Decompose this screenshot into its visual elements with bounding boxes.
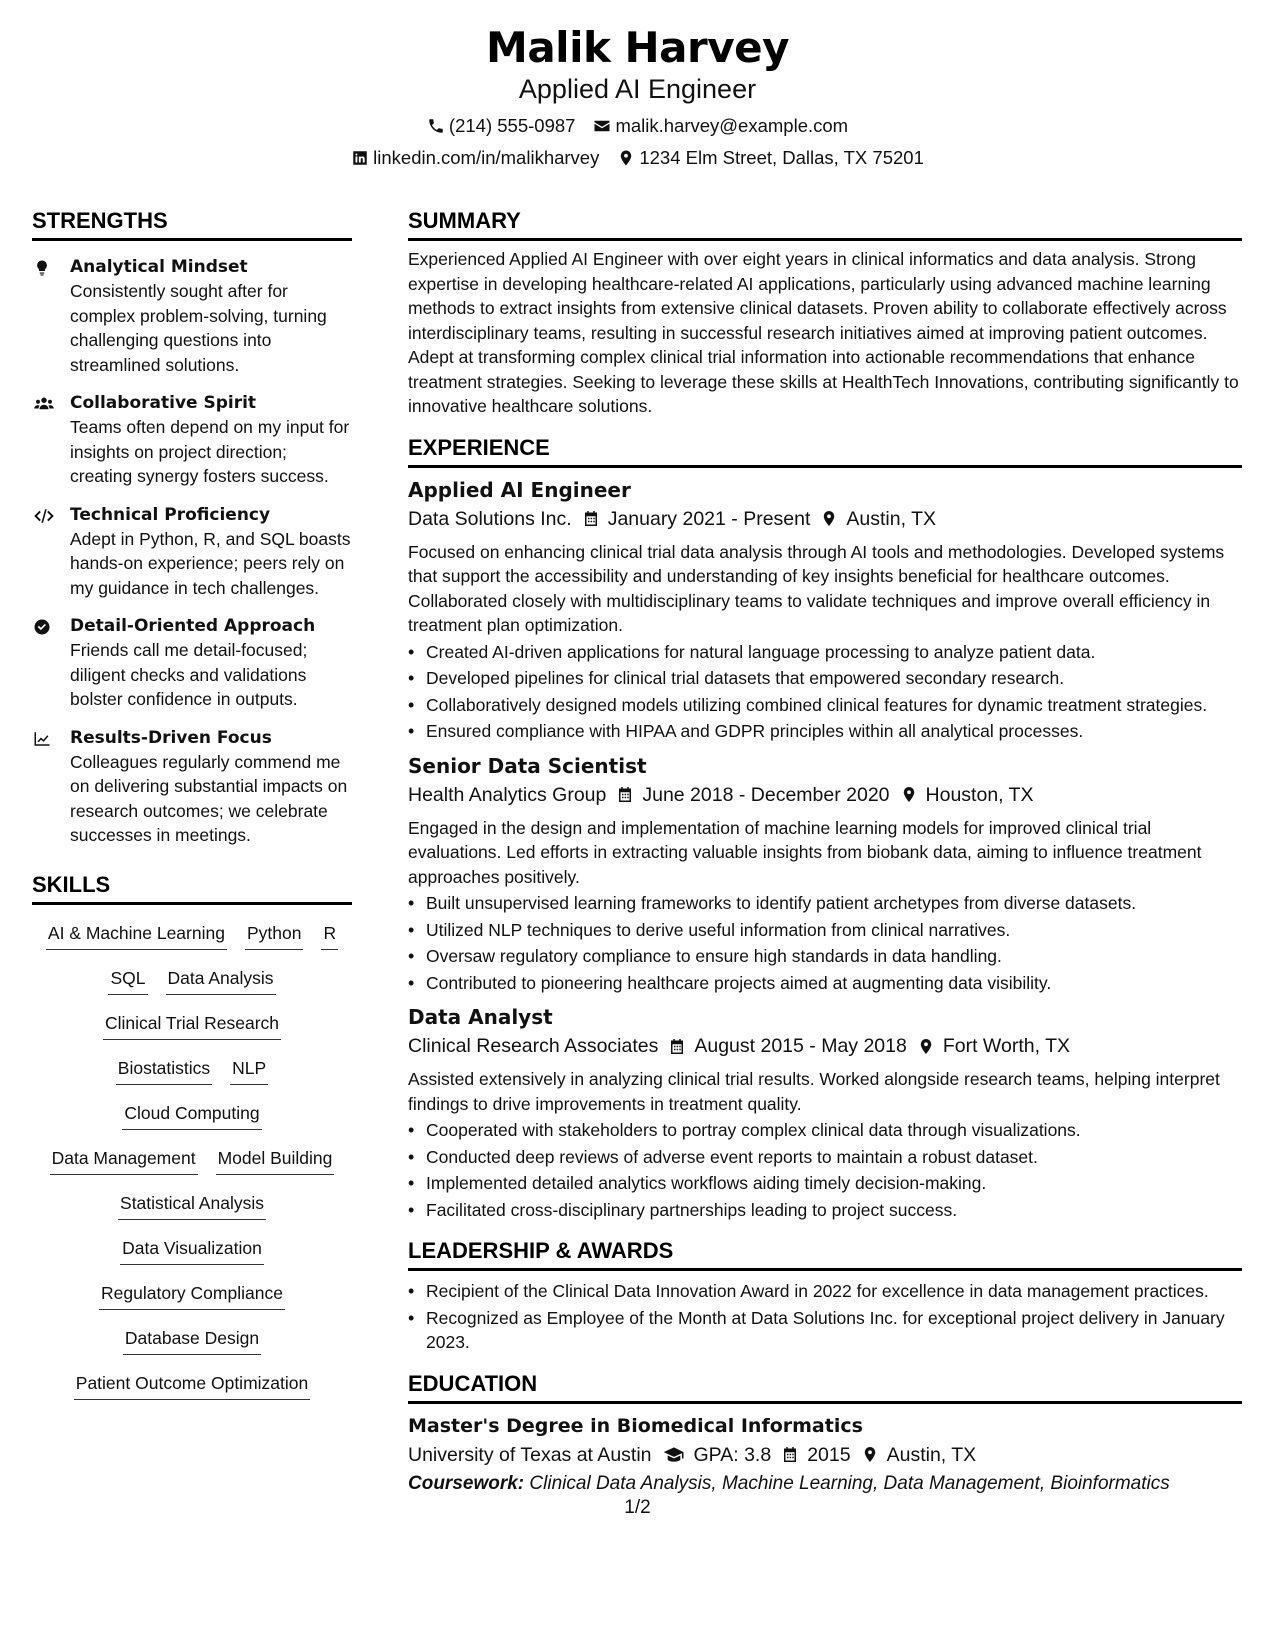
phone-icon — [427, 117, 445, 135]
education-heading: EDUCATION — [408, 1369, 1242, 1404]
job-meta — [408, 780, 1242, 810]
candidate-name: Malik Harvey — [486, 23, 789, 72]
job-dates — [616, 780, 889, 810]
chart-line-icon — [32, 730, 52, 748]
contact-email[interactable] — [593, 114, 848, 138]
skill-row — [32, 1320, 352, 1365]
summary-text: Experienced Applied AI Engineer with over eight years in clinical informatics and data analysis. Strong expertise in developing healthcare-related AI applications, particularly using advanced machine learning methods to extract insights from extensive clinical datasets. Proven ability to collaborate effectively across interdisciplinary teams, resulting in successful research initiatives aimed at improving patient outcomes. Adept at transforming complex clinical trial information into actionable recommendations that enhance treatment strategies. Seeking to leverage these skills at HealthTech Innovations, contributing significantly to innovative healthcare solutions. — [408, 249, 1239, 416]
job-location — [820, 504, 936, 534]
job-bullets — [408, 640, 1242, 744]
list-item: • Contributed to pioneering healthcare projects aimed at augmenting data visibility. — [408, 971, 1242, 996]
edu-location-text: Austin, TX — [886, 1443, 977, 1466]
experience-heading: EXPERIENCE — [408, 433, 1242, 468]
contact-linkedin[interactable] — [351, 146, 599, 170]
skill-tag: Data Visualization — [120, 1236, 264, 1265]
strength-title: Detail-Oriented Approach — [70, 616, 316, 636]
job-dates-text: August 2015 - May 2018 — [694, 1035, 907, 1057]
phone-text: (214) 555-0987 — [448, 115, 576, 136]
skill-row — [32, 1050, 352, 1095]
school-name: University of Texas at Austin — [408, 1443, 652, 1466]
job-description: Focused on enhancing clinical trial data analysis through AI tools and methodologies. Developed systems that support the accessibility and understanding of key insights beneficial for healthcare outcomes. Collaborated closely with multidisciplinary teams to validate techniques and improve overall efficiency in treatment plan optimization. — [408, 541, 1225, 635]
skill-tag: Database Design — [123, 1326, 261, 1355]
strength-desc: Friends call me detail-focused; diligent checks and validations bolster confidence in outputs. — [70, 640, 308, 709]
strength-desc: Colleagues regularly commend me on delivering substantial impacts on research outcomes; we celebrate successes in meetings. — [70, 751, 348, 845]
skill-row — [32, 1185, 352, 1230]
left-column — [32, 206, 352, 1410]
map-pin-icon — [861, 1445, 879, 1464]
summary-heading: SUMMARY — [408, 206, 1242, 241]
users-icon — [32, 395, 56, 413]
job-title: Applied AI Engineer — [408, 477, 631, 502]
skill-tag: Data Management — [50, 1146, 198, 1175]
job-dates — [668, 1031, 906, 1061]
contact-phone — [427, 114, 576, 138]
education-gpa — [662, 1440, 772, 1470]
skill-tag: Patient Outcome Optimization — [74, 1371, 310, 1400]
calendar-icon — [582, 509, 600, 528]
job-entry — [408, 1003, 1242, 1222]
education-location — [861, 1440, 977, 1470]
strength-title: Collaborative Spirit — [70, 393, 257, 413]
skill-tag: Model Building — [216, 1146, 335, 1175]
skill-tag: SQL — [108, 966, 147, 995]
job-dates — [582, 504, 811, 534]
strength-item — [32, 503, 352, 601]
job-location — [917, 1031, 1070, 1061]
strength-desc: Adept in Python, R, and SQL boasts hands-on experience; peers rely on my guidance in tech challenges. — [70, 528, 351, 598]
skill-row — [32, 1230, 352, 1275]
job-company: Data Solutions Inc. — [408, 507, 572, 530]
job-description: Engaged in the design and implementation of machine learning models for improved clinical trial evaluations. Led efforts in extracting valuable insights from biobank data, aiming to influence treatment approaches positively. — [408, 817, 1202, 887]
skill-tag: Regulatory Compliance — [99, 1281, 285, 1310]
job-company: Clinical Research Associates — [408, 1035, 659, 1057]
year-text: 2015 — [807, 1443, 851, 1466]
list-item: • Implemented detailed analytics workflows aiding timely decision-making. — [408, 1171, 1242, 1196]
coursework-label: Coursework: — [408, 1472, 525, 1494]
education-meta — [408, 1440, 1242, 1470]
job-entry — [408, 476, 1242, 744]
job-location — [900, 780, 1034, 810]
skill-tag: Statistical Analysis — [118, 1191, 266, 1220]
linkedin-text: linkedin.com/in/malikharvey — [373, 147, 600, 168]
job-meta — [408, 504, 1242, 534]
awards-heading: LEADERSHIP & AWARDS — [408, 1236, 1242, 1271]
education-year — [781, 1440, 850, 1470]
job-description: Assisted extensively in analyzing clinical trial results. Worked alongside research teams, helping interpret findings to drive improvements in treatment quality. — [408, 1069, 1220, 1114]
list-item: • Recognized as Employee of the Month at Data Solutions Inc. for exceptional project delivery in January 2023. — [408, 1306, 1242, 1355]
job-title: Senior Data Scientist — [408, 753, 647, 778]
skill-row — [32, 1140, 352, 1185]
candidate-role: Applied AI Engineer — [518, 74, 757, 104]
strength-title: Technical Proficiency — [70, 504, 271, 525]
job-dates-text: June 2018 - December 2020 — [642, 783, 890, 806]
skill-row — [32, 960, 352, 1005]
job-bullets — [408, 891, 1242, 995]
strength-item — [32, 391, 352, 489]
address-text: 1234 Elm Street, Dallas, TX 75201 — [639, 147, 924, 168]
skill-tag: AI & Machine Learning — [46, 921, 227, 950]
calendar-icon — [668, 1037, 686, 1056]
map-pin-icon — [617, 149, 635, 167]
strength-item — [32, 614, 352, 712]
list-item: • Cooperated with stakeholders to portray complex clinical data through visualizations. — [408, 1118, 1242, 1143]
map-pin-icon — [900, 785, 918, 804]
linkedin-icon — [351, 149, 369, 167]
contact-address — [617, 146, 924, 170]
list-item: • Ensured compliance with HIPAA and GDPR principles within all analytical processes. — [408, 719, 1242, 744]
skill-row — [32, 1095, 352, 1140]
calendar-icon — [781, 1445, 799, 1464]
coursework-text: Clinical Data Analysis, Machine Learning, Data Management, Bioinformatics — [529, 1472, 1170, 1494]
map-pin-icon — [820, 509, 838, 528]
strength-title: Analytical Mindset — [70, 257, 248, 277]
list-item: • Oversaw regulatory compliance to ensure high standards in data handling. — [408, 944, 1242, 969]
list-item: • Recipient of the Clinical Data Innovation Award in 2022 for excellence in data management practices. — [408, 1279, 1242, 1304]
list-item: • Developed pipelines for clinical trial datasets that empowered secondary research. — [408, 666, 1242, 691]
skill-tag: Clinical Trial Research — [103, 1011, 281, 1040]
strength-desc: Teams often depend on my input for insights on project direction; creating synergy fosters success. — [70, 417, 350, 486]
skill-tag: NLP — [230, 1056, 268, 1085]
strength-desc: Consistently sought after for complex problem-solving, turning challenging questions into streamlined solutions. — [70, 281, 327, 375]
page-number: 1/2 — [624, 1497, 651, 1518]
skill-row — [32, 1365, 352, 1410]
contact-line-1 — [0, 114, 1275, 138]
job-meta — [408, 1031, 1242, 1061]
skills-heading: SKILLS — [32, 870, 352, 905]
list-item: • Built unsupervised learning frameworks to identify patient archetypes from diverse datasets. — [408, 891, 1242, 916]
skill-row — [32, 1005, 352, 1050]
skill-tag: Python — [245, 921, 303, 950]
envelope-icon — [593, 117, 611, 135]
job-dates-text: January 2021 - Present — [607, 507, 811, 530]
resume-header — [0, 22, 1275, 170]
job-bullets — [408, 1118, 1242, 1222]
awards-list — [408, 1279, 1242, 1355]
lightbulb-icon — [32, 259, 52, 277]
job-location-text: Fort Worth, TX — [942, 1035, 1070, 1057]
coursework — [408, 1470, 1242, 1498]
email-text: malik.harvey@example.com — [615, 115, 849, 136]
job-entry — [408, 752, 1242, 996]
strengths-heading: STRENGTHS — [32, 206, 352, 241]
list-item: • Utilized NLP techniques to derive useful information from clinical narratives. — [408, 918, 1242, 943]
contact-line-2 — [0, 146, 1275, 170]
degree-title: Master's Degree in Biomedical Informatics — [408, 1414, 863, 1437]
skill-tag: Cloud Computing — [122, 1101, 261, 1130]
right-column — [408, 206, 1242, 1498]
skills-list — [32, 915, 352, 1410]
graduation-cap-icon — [662, 1445, 686, 1464]
skill-row — [32, 915, 352, 960]
strength-item — [32, 255, 352, 377]
job-title: Data Analyst — [408, 1005, 553, 1029]
skill-tag: Biostatistics — [116, 1056, 212, 1085]
job-company: Health Analytics Group — [408, 783, 607, 806]
skill-tag: R — [321, 921, 338, 950]
list-item: • Facilitated cross-disciplinary partnerships leading to project success. — [408, 1198, 1242, 1223]
map-pin-icon — [917, 1037, 935, 1056]
gpa-text: GPA: 3.8 — [693, 1443, 772, 1466]
calendar-icon — [616, 785, 634, 804]
strength-title: Results-Driven Focus — [70, 727, 272, 748]
skill-tag: Data Analysis — [166, 966, 276, 995]
list-item: • Conducted deep reviews of adverse event reports to maintain a robust dataset. — [408, 1145, 1242, 1170]
code-icon — [32, 507, 56, 525]
job-location-text: Austin, TX — [846, 507, 936, 530]
job-location-text: Houston, TX — [925, 783, 1034, 806]
skill-row — [32, 1275, 352, 1320]
list-item: • Collaboratively designed models utilizing combined clinical features for dynamic treatment strategies. — [408, 693, 1242, 718]
check-circle-icon — [32, 618, 52, 636]
strength-item — [32, 726, 352, 848]
list-item: • Created AI-driven applications for natural language processing to analyze patient data. — [408, 640, 1242, 665]
